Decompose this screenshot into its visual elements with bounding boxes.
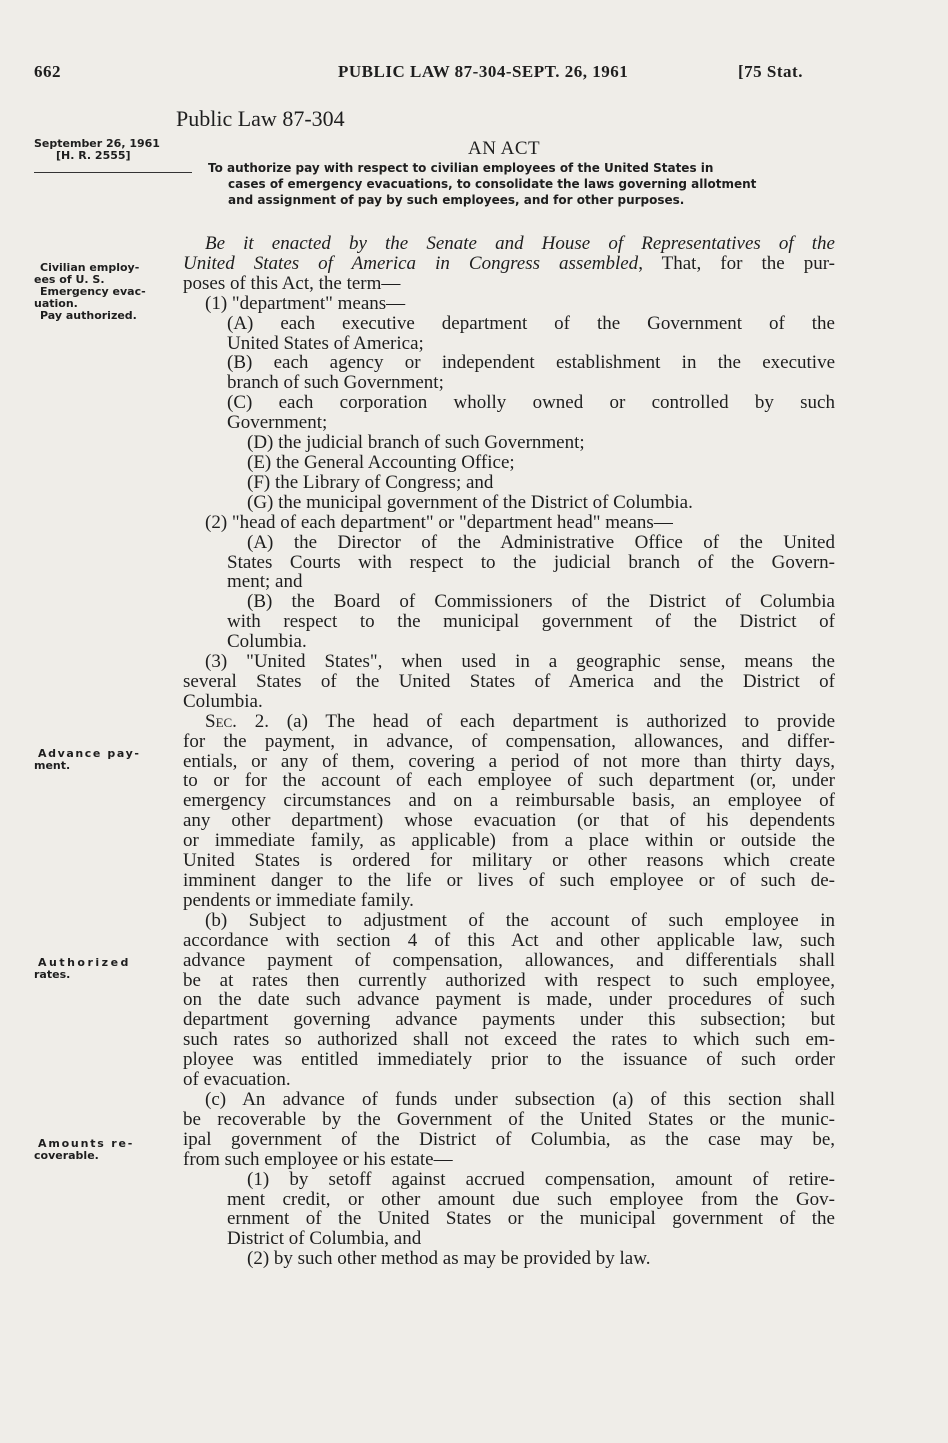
margin-note-authorized-rates	[34, 957, 176, 981]
section-2b-line: department governing advance payments under this subsection; but	[183, 1009, 835, 1031]
margin-divider	[34, 172, 192, 173]
section-2b-line: accordance with section 4 of this Act and other applicable law, such	[183, 929, 835, 951]
definition-item-cont: branch of such Government;	[227, 372, 444, 394]
enacting-clause-text: , That, for the pur-	[638, 252, 835, 274]
enacting-clause-line: poses of this Act, the term—	[183, 272, 401, 294]
public-law-title: Public Law 87-304	[176, 106, 345, 131]
running-title: PUBLIC LAW 87-304-SEPT. 26, 1961	[338, 62, 629, 81]
margin-note-amounts-recoverable	[34, 1138, 176, 1162]
definition-paragraph: (1) "department" means—	[205, 292, 406, 314]
margin-note-line: rates.	[34, 968, 71, 981]
margin-date: September 26, 1961	[34, 137, 160, 150]
margin-bill-number: [H. R. 2555]	[56, 149, 131, 162]
margin-note-line: coverable.	[34, 1149, 99, 1162]
margin-note-line: ees of U. S.	[34, 273, 105, 286]
section-2a-line	[183, 712, 835, 732]
definition-item: (E) the General Accounting Office;	[247, 451, 515, 473]
section-2c-item-cont: ment credit, or other amount due such employee from the Gov-	[227, 1188, 835, 1210]
definition-item: (A) the Director of the Administrative Office of the United	[247, 531, 835, 553]
definition-paragraph-cont: Columbia.	[183, 690, 263, 712]
section-2a-text: (a) The head of each department is authorized to provide	[269, 710, 835, 732]
purpose-line: To authorize pay with respect to civilian employees of the United States in	[208, 161, 714, 175]
section-2b-line: on the date such advance payment is made, under procedures of such	[183, 989, 835, 1011]
enacting-clause-line	[183, 254, 835, 274]
margin-note-line: Civilian employ-	[40, 261, 140, 274]
definition-item: (A) each executive department of the Government of the	[227, 312, 835, 334]
section-2a-line: imminent danger to the life or lives of such employee or of such de-	[183, 870, 835, 891]
act-label: AN ACT	[468, 138, 541, 159]
margin-note-line: Authorized	[38, 956, 131, 969]
section-2a-line: to or for the account of each employee of such department (or, under	[183, 770, 835, 792]
section-2b-line: (b) Subject to adjustment of the account of such employee in	[205, 909, 835, 931]
act-body-text	[183, 234, 835, 1269]
purpose-line: and assignment of pay by such employees, and for other purposes.	[228, 193, 685, 207]
section-label: Sec. 2.	[205, 710, 269, 732]
enacting-clause-italic: United States of America in Congress assembled	[183, 252, 639, 274]
section-2b-line: be at rates then currently authorized with respect to such employee,	[183, 969, 835, 991]
definition-paragraph-cont: several States of the United States of America and the District of	[183, 670, 835, 692]
page-number: 662	[34, 62, 61, 81]
margin-note-civilian-employees	[34, 262, 176, 322]
section-2c-line: be recoverable by the Government of the United States or the munic-	[183, 1108, 835, 1130]
definition-item: (C) each corporation wholly owned or controlled by such	[227, 392, 835, 414]
definition-item-cont: States Courts with respect to the judicial branch of the Govern-	[227, 551, 835, 573]
section-2a-line: any other department) whose evacuation (or that of his dependents	[183, 810, 835, 832]
section-2a-line: or immediate family, as applicable) from a place within or outside the	[183, 830, 835, 852]
section-2c-line: from such employee or his estate—	[183, 1148, 453, 1170]
margin-note-line: Amounts re-	[38, 1137, 135, 1150]
definition-item-cont: with respect to the municipal government of the District of	[227, 611, 835, 633]
margin-date-note	[34, 138, 174, 162]
section-2a-line: for the payment, in advance, of compensation, allowances, and differ-	[183, 730, 835, 752]
section-2b-line: ployee was entitled immediately prior to the issuance of such order	[183, 1049, 835, 1071]
definition-item-cont: United States of America;	[227, 332, 424, 354]
section-2a-line: emergency circumstances and on a reimbursable basis, an employee of	[183, 790, 835, 812]
section-2b-line: of evacuation.	[183, 1069, 291, 1091]
definition-item-cont: Government;	[227, 412, 328, 434]
definition-item: (D) the judicial branch of such Government;	[247, 432, 585, 454]
margin-note-line: Emergency evac-	[40, 285, 146, 298]
definition-paragraph: (2) "head of each department" or "department head" means—	[205, 511, 673, 533]
section-2c-line: ipal government of the District of Columbia, as the case may be,	[183, 1128, 835, 1150]
section-2b-line: such rates so authorized shall not exceed the rates to which such em-	[183, 1029, 835, 1051]
section-2c-line: (c) An advance of funds under subsection (a) of this section shall	[205, 1088, 835, 1110]
definition-item: (G) the municipal government of the District of Columbia.	[247, 491, 693, 513]
statute-reference: [75 Stat.	[738, 62, 803, 81]
margin-note-advance-payment	[34, 748, 176, 772]
section-2b-line: advance payment of compensation, allowances, and differentials shall	[183, 949, 835, 971]
section-2a-line: pendents or immediate family.	[183, 889, 414, 911]
enacting-clause-line: Be it enacted by the Senate and House of Representatives of the	[205, 233, 835, 254]
section-2a-line: United States is ordered for military or other reasons which create	[183, 850, 835, 872]
margin-note-line: ment.	[34, 759, 71, 772]
section-2c-item-cont: District of Columbia, and	[227, 1228, 422, 1250]
margin-note-line: Pay authorized.	[40, 309, 137, 322]
section-2c-item: (1) by setoff against accrued compensation, amount of retire-	[247, 1168, 835, 1190]
definition-paragraph: (3) "United States", when used in a geographic sense, means the	[205, 651, 835, 673]
act-purpose	[208, 160, 836, 208]
section-2a-line: entials, or any of them, covering a period of not more than thirty days,	[183, 750, 835, 772]
margin-note-line: Advance pay-	[38, 747, 141, 760]
definition-item-cont: ment; and	[227, 571, 303, 593]
section-2c-item: (2) by such other method as may be provided by law.	[247, 1248, 651, 1270]
margin-note-line: uation.	[34, 297, 78, 310]
definition-item: (B) the Board of Commissioners of the District of Columbia	[247, 591, 835, 613]
purpose-line: cases of emergency evacuations, to consolidate the laws governing allotment	[228, 177, 757, 191]
section-2c-item-cont: ernment of the United States or the municipal government of the	[227, 1208, 835, 1230]
definition-item: (F) the Library of Congress; and	[247, 471, 494, 493]
definition-item: (B) each agency or independent establishment in the executive	[227, 352, 835, 374]
definition-item-cont: Columbia.	[227, 631, 307, 653]
